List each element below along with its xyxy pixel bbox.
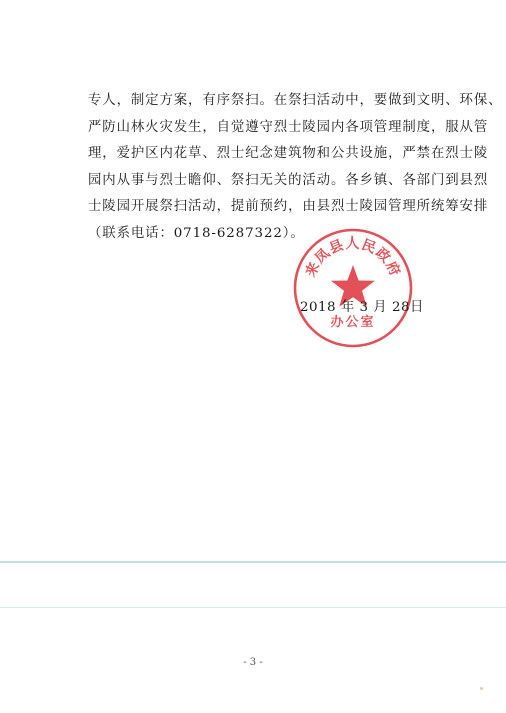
- scan-artifact-dot: [480, 687, 483, 690]
- date-day-unit: 日: [410, 300, 424, 315]
- seal-bottom-text: 办公室: [330, 315, 376, 330]
- body-paragraph: [88, 88, 503, 248]
- body-line: 理，爱护区内花草、烈士纪念建筑物和公共设施，严禁在烈士陵: [88, 146, 489, 162]
- body-line: 士陵园开展祭扫活动，提前预约，由县烈士陵园管理所统筹安排: [88, 199, 489, 215]
- date-month: 3: [359, 300, 369, 315]
- official-seal: [290, 225, 416, 351]
- body-line: 严防山林火灾发生，自觉遵守烈士陵园内各项管理制度，服从管: [88, 119, 489, 135]
- seal-ring-text: 来凤县人民政府: [302, 236, 404, 280]
- date-year-unit: 年: [340, 300, 355, 315]
- footer-rule-top: [0, 561, 506, 563]
- body-line: 园内从事与烈士瞻仰、祭扫无关的活动。各乡镇、各部门到县烈: [88, 172, 489, 188]
- body-line: （联系电话：0718-6287322）。: [88, 225, 305, 241]
- footer-rule-bottom: [0, 607, 506, 608]
- issue-date: [300, 296, 424, 315]
- date-month-unit: 月: [373, 300, 388, 315]
- date-year: 2018: [300, 300, 337, 315]
- date-day: 28: [391, 300, 410, 315]
- body-line: 专人，制定方案，有序祭扫。在祭扫活动中，要做到文明、环保、: [88, 93, 503, 108]
- page-number: - 3 -: [243, 657, 263, 668]
